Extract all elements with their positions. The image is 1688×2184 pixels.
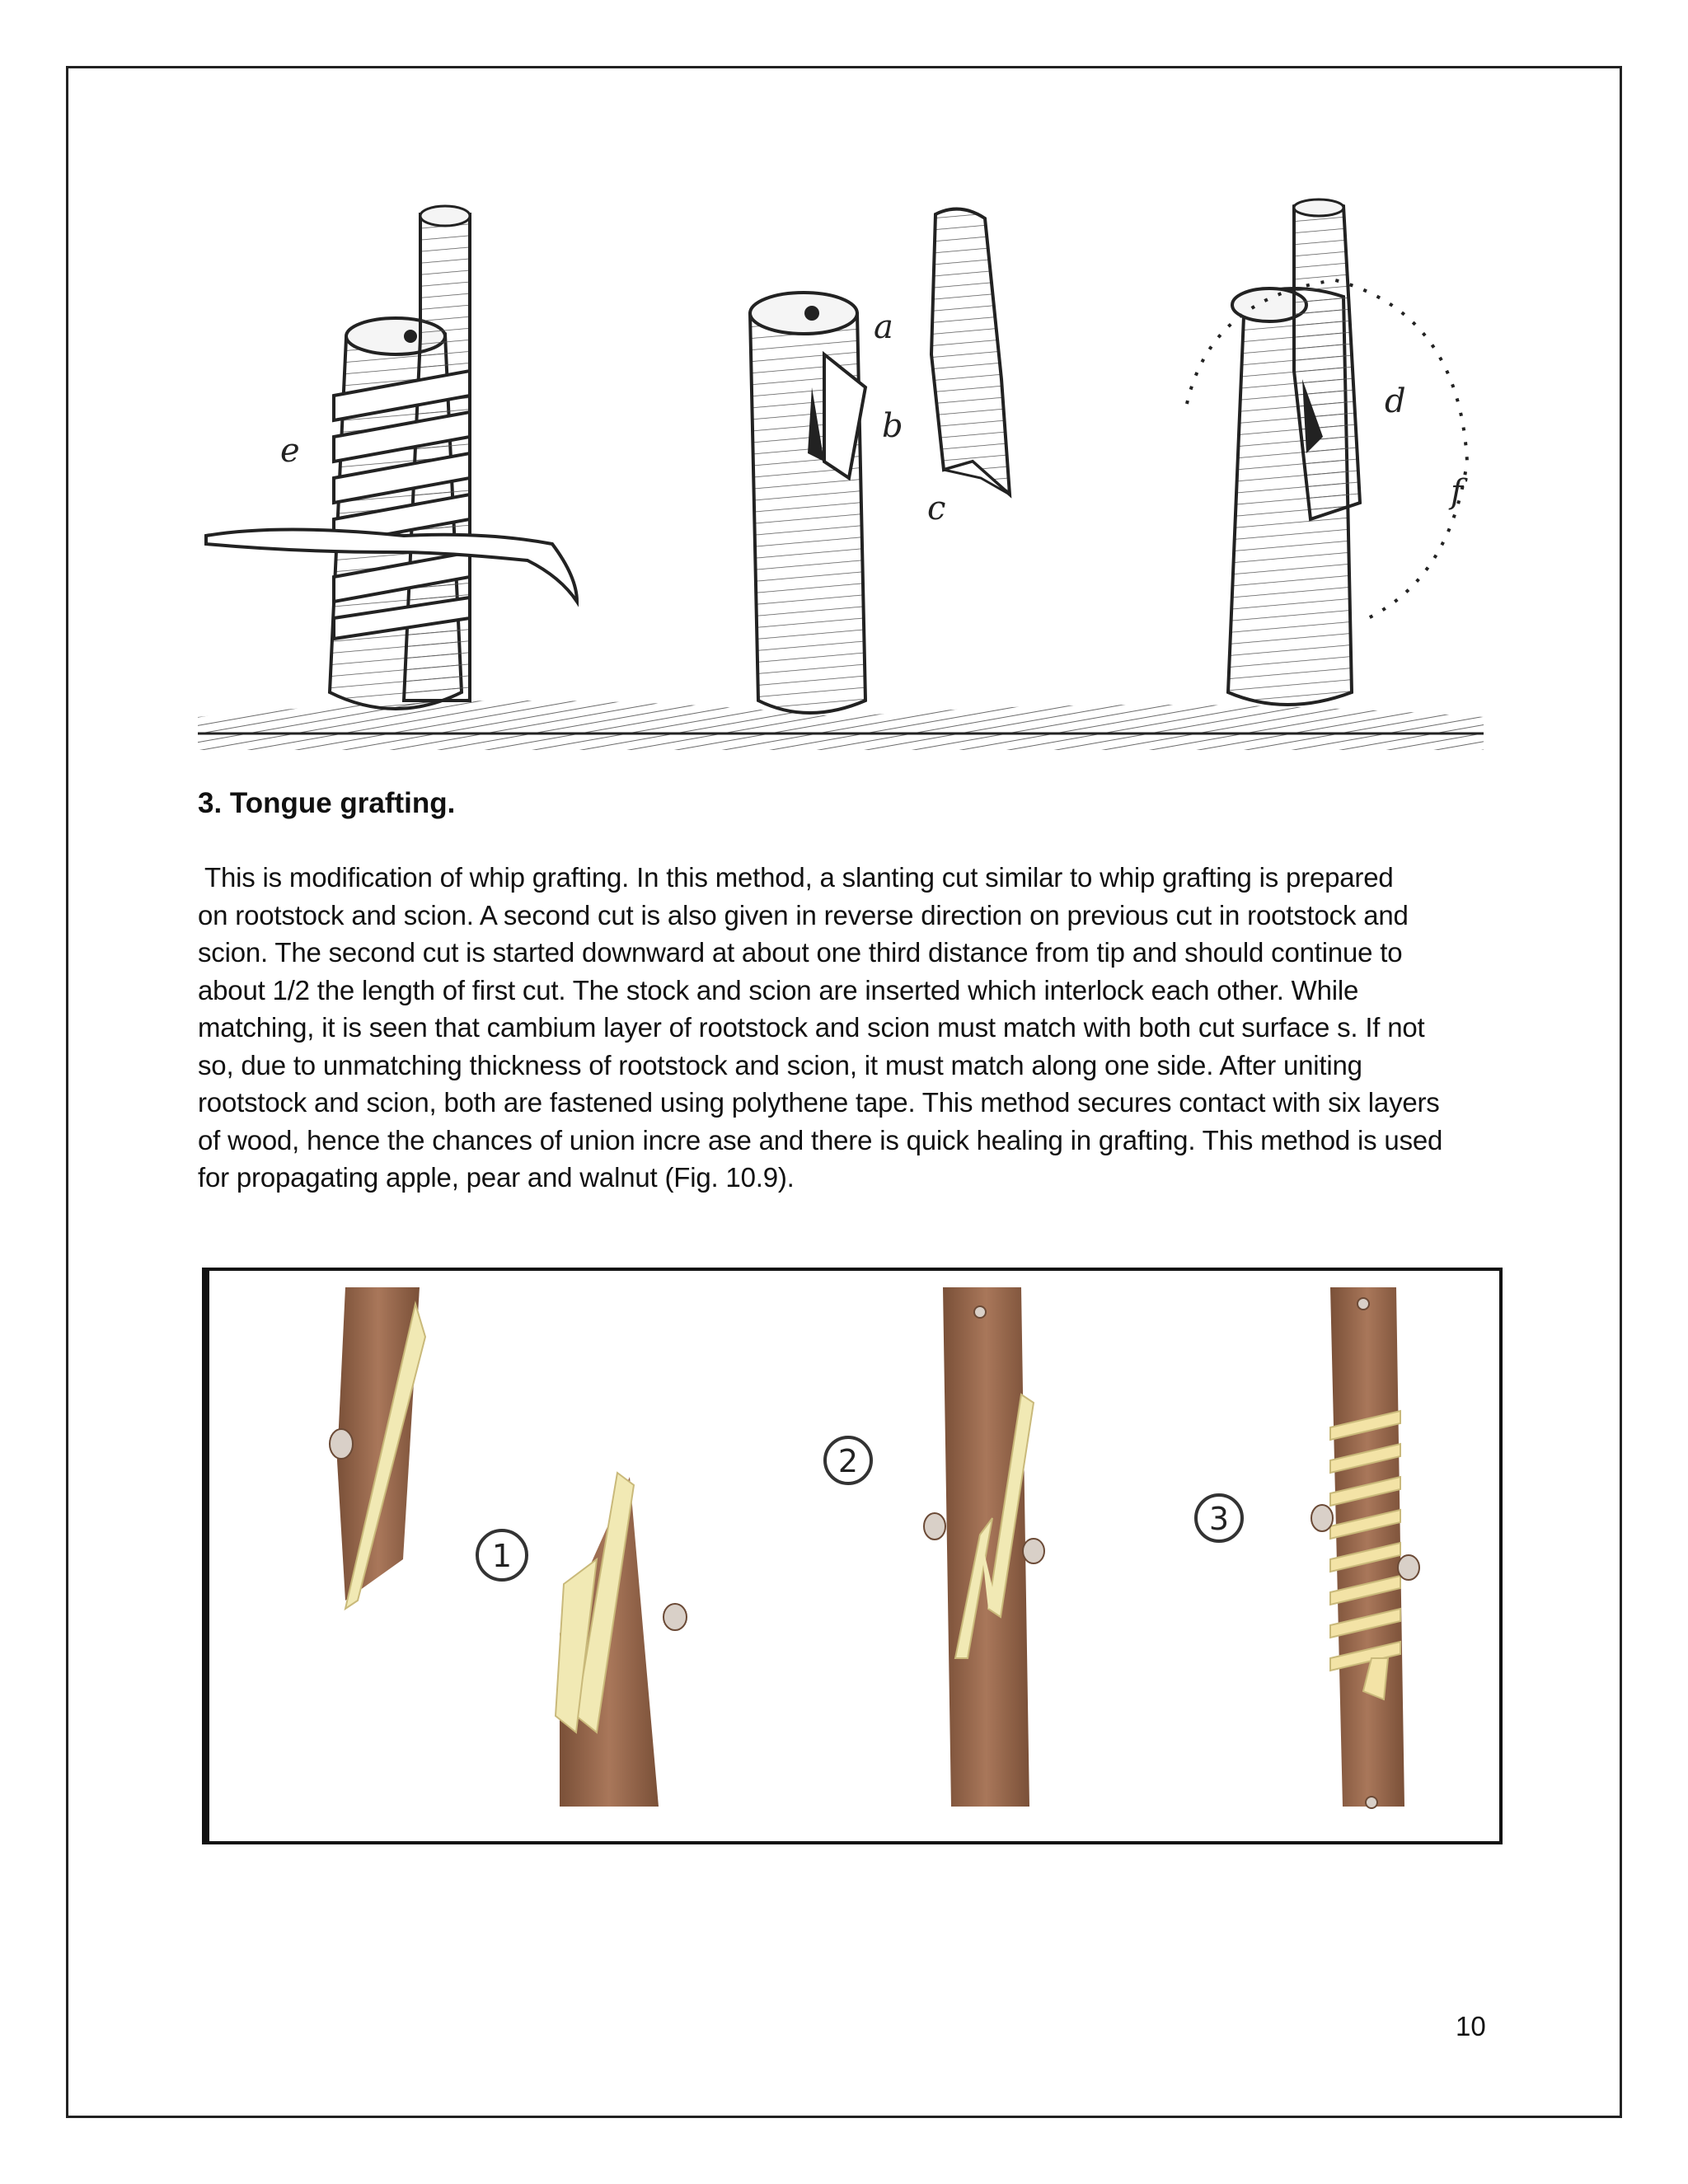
paragraph-line: This is modification of whip grafting. In this method, a slanting cut similar to whip grafting is prepared bbox=[204, 862, 1394, 893]
paragraph-line: matching, it is seen that cambium layer of rootstock and scion must match with both cut surface s. If not bbox=[198, 1012, 1425, 1043]
label-d: d bbox=[1385, 382, 1406, 420]
page-number: 10 bbox=[1456, 2011, 1486, 2041]
step1-marker bbox=[477, 1530, 527, 1580]
step2-number: 2 bbox=[837, 1443, 859, 1479]
cut-stock-and-scion-illustration bbox=[750, 209, 1010, 713]
step1-scion-illustration bbox=[330, 1287, 425, 1609]
label-a: a bbox=[874, 308, 893, 346]
paragraph-line: so, due to unmatching thickness of rootstock and scion, it must match along one side. After uniting bbox=[198, 1049, 1362, 1080]
step1-rootstock-illustration bbox=[556, 1473, 687, 1807]
label-c: c bbox=[927, 490, 946, 527]
label-f: f bbox=[1451, 473, 1463, 511]
step3-taped-illustration bbox=[1311, 1287, 1419, 1808]
step2-marker bbox=[825, 1437, 871, 1483]
wrapped-graft-illustration bbox=[206, 206, 577, 709]
label-e: e bbox=[280, 432, 300, 470]
joined-graft-illustration bbox=[1187, 199, 1468, 705]
bottom-figure-tongue-graft-steps bbox=[202, 1268, 1503, 1844]
step1-number: 1 bbox=[491, 1538, 513, 1574]
step3-number: 3 bbox=[1208, 1501, 1230, 1537]
paragraph-line: about 1/2 the length of first cut. The stock and scion are inserted which interlock each other. While bbox=[198, 974, 1359, 1005]
paragraph-line: scion. The second cut is started downward at about one third distance from tip and should continue to bbox=[198, 937, 1403, 968]
section-heading: 3. Tongue grafting. bbox=[198, 787, 456, 819]
top-figure-engraving bbox=[198, 190, 1484, 758]
paragraph-line: for propagating apple, pear and walnut (Fig. 10.9). bbox=[198, 1162, 795, 1193]
step3-marker bbox=[1196, 1495, 1242, 1541]
label-b: b bbox=[882, 407, 903, 445]
paragraph-line: rootstock and scion, both are fastened using polythene tape. This method secures contact with six layers bbox=[198, 1087, 1440, 1118]
paragraph-line: of wood, hence the chances of union incre ase and there is quick healing in grafting. This method is used bbox=[198, 1124, 1443, 1155]
step2-joined-illustration bbox=[924, 1287, 1044, 1807]
paragraph-line: on rootstock and scion. A second cut is also given in reverse direction on previous cut in rootstock and bbox=[198, 899, 1409, 930]
section-paragraph bbox=[198, 859, 1500, 1197]
